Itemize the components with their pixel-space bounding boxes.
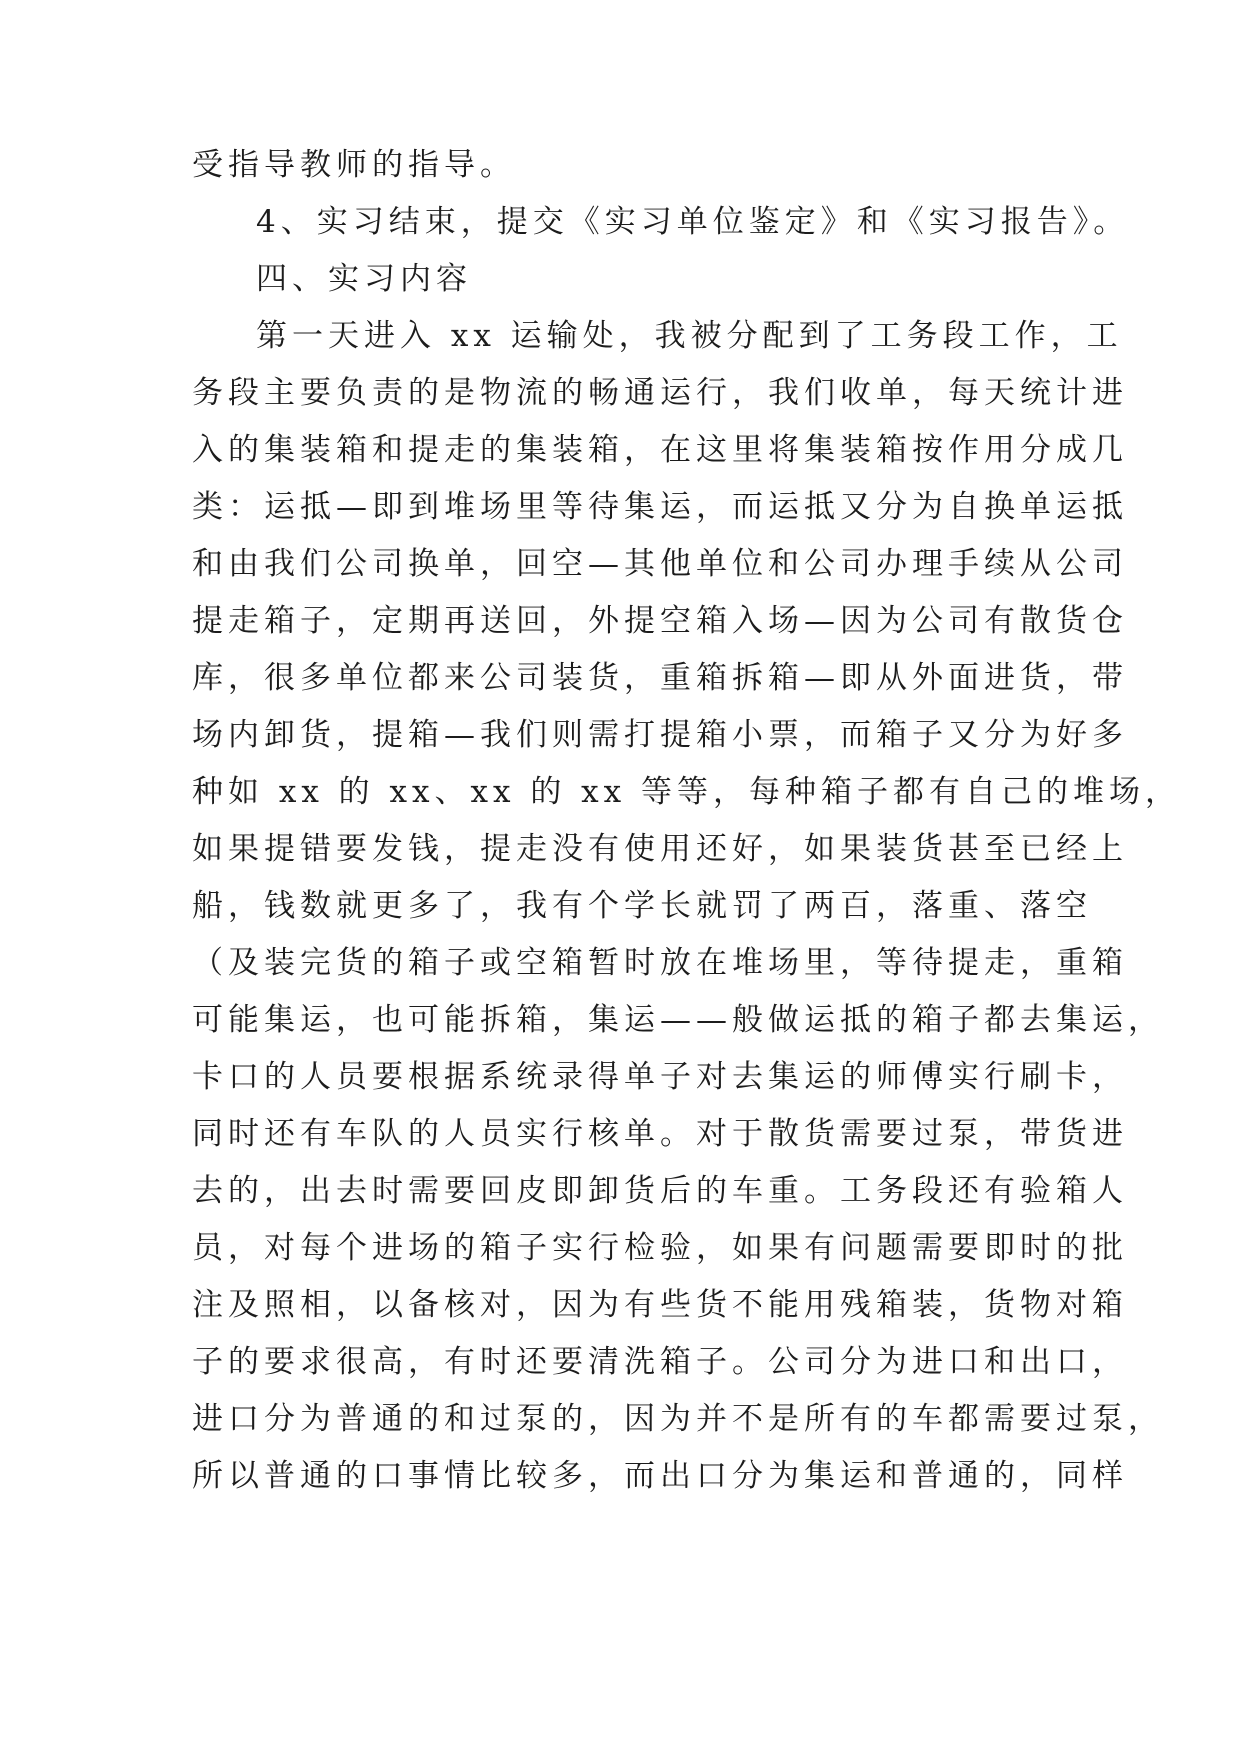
text-line: 务段主要负责的是物流的畅通运行，我们收单，每天统计进 [192,375,1128,411]
text-line: 注及照相，以备核对，因为有些货不能用残箱装，货物对箱 [192,1287,1128,1323]
text-line: 4、实习结束，提交《实习单位鉴定》和《实习报告》。 [256,204,1130,240]
text-line: 场内卸货，提箱—我们则需打提箱小票，而箱子又分为好多 [192,717,1128,753]
text-line: 入的集装箱和提走的集装箱，在这里将集装箱按作用分成几 [192,432,1128,468]
text-line: 和由我们公司换单，回空—其他单位和公司办理手续从公司 [192,546,1128,582]
text-line: 可能集运，也可能拆箱，集运——般做运抵的箱子都去集运， [192,1002,1164,1038]
section-heading: 四、实习内容 [256,261,472,297]
text-line: 卡口的人员要根据系统录得单子对去集运的师傅实行刷卡， [192,1059,1128,1095]
text-line: 提走箱子，定期再送回，外提空箱入场—因为公司有散货仓 [192,603,1128,639]
text-line: 去的，出去时需要回皮即卸货后的车重。工务段还有验箱人 [192,1173,1128,1209]
text-line: （及装完货的箱子或空箱暂时放在堆场里，等待提走，重箱 [192,945,1128,981]
text-line: 如果提错要发钱，提走没有使用还好，如果装货甚至已经上 [192,831,1128,867]
text-line: 第一天进入 xx 运输处，我被分配到了工务段工作，工 [256,318,1123,354]
text-line: 船，钱数就更多了，我有个学长就罚了两百，落重、落空 [192,888,1092,924]
text-line: 种如 xx 的 xx、xx 的 xx 等等，每种箱子都有自己的堆场， [192,774,1181,810]
text-line: 员，对每个进场的箱子实行检验，如果有问题需要即时的批 [192,1230,1128,1266]
text-line: 进口分为普通的和过泵的，因为并不是所有的车都需要过泵， [192,1401,1164,1437]
text-line: 库，很多单位都来公司装货，重箱拆箱—即从外面进货，带 [192,660,1128,696]
text-line: 受指导教师的指导。 [192,147,516,183]
text-line: 同时还有车队的人员实行核单。对于散货需要过泵，带货进 [192,1116,1128,1152]
text-line: 所以普通的口事情比较多，而出口分为集运和普通的，同样 [192,1458,1128,1494]
text-line: 类：运抵—即到堆场里等待集运，而运抵又分为自换单运抵 [192,489,1128,525]
text-line: 子的要求很高，有时还要清洗箱子。公司分为进口和出口， [192,1344,1128,1380]
